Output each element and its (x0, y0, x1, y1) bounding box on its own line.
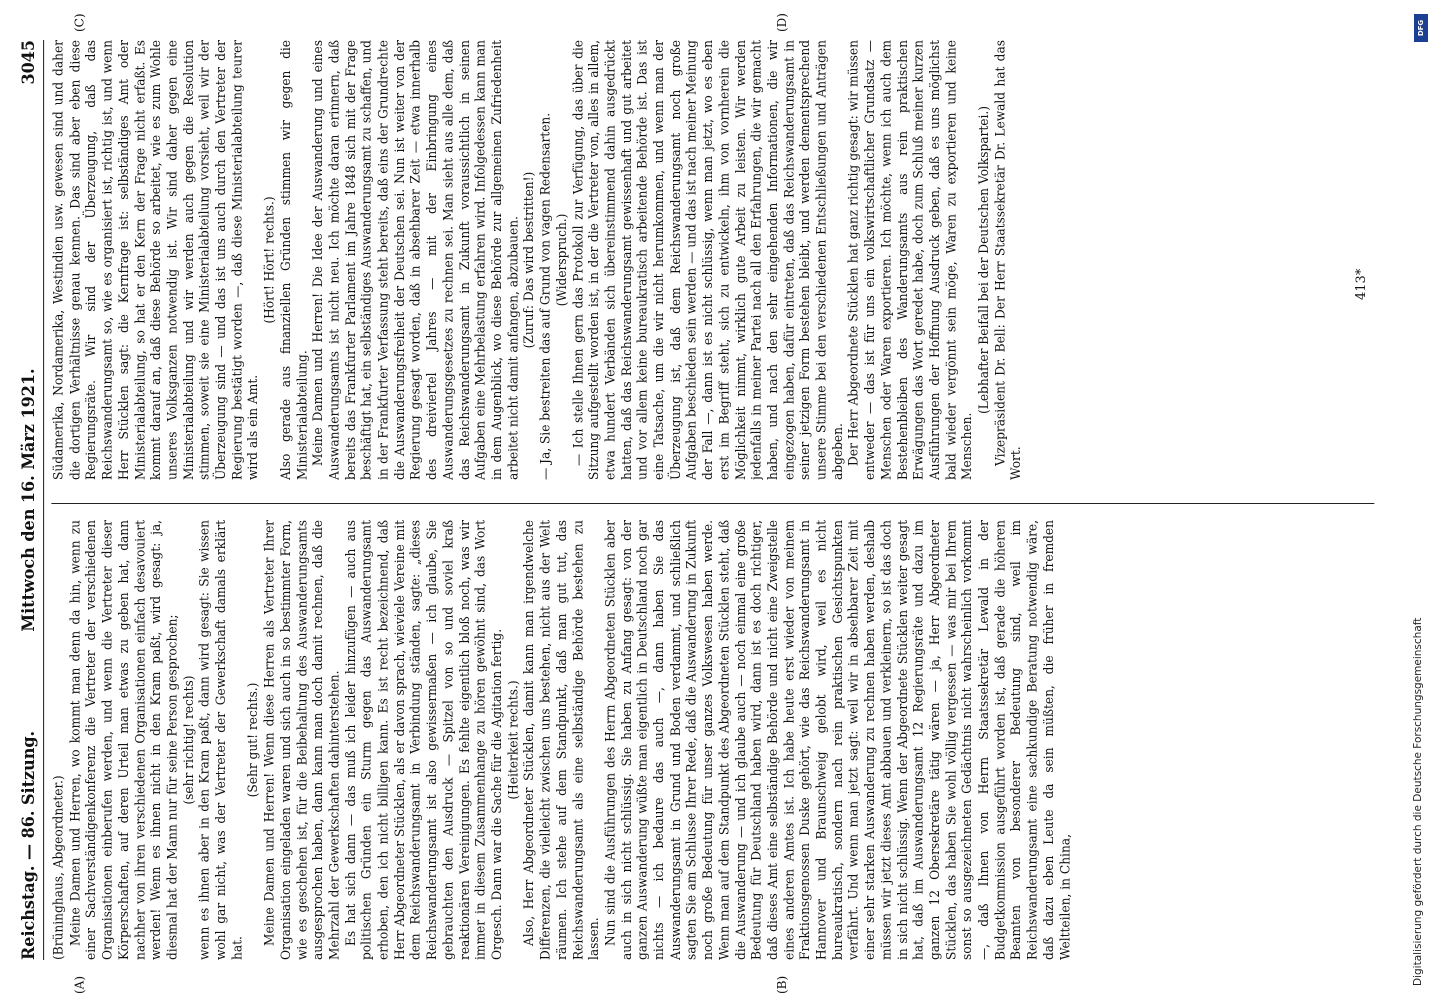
digitization-sidebar (1410, 6, 1430, 998)
paragraph: Also, Herr Abgeordneter Stücklen, damit kann man irgendwelche Differenzen, die vielleicht zwischen uns bestehen, nicht aus der Welt räumen. Ich stehe auf dem Standpunkt, daß man gut tut, das Reichswanderungsamt als eine selbständige Behörde bestehen zu lassen. (522, 520, 602, 960)
paragraph: (Hört! Hört! rechts.) (262, 196, 277, 324)
margin-marker-b: (B) (774, 975, 790, 994)
right-text-column (51, 40, 1384, 480)
paragraph: Vizepräsident Dr. Bell: Der Herr Staatssekretär Dr. Lewald hat das Wort. (992, 40, 1024, 480)
paragraph: Der Herr Abgeordnete Stücklen hat ganz richtig gesagt: wir müssen entweder — das ist für uns ein volkswirtschaftlicher Grundsatz — Menschen oder Waren exportieren. Ich möchte, wenn ich auch dem Bestehenbleiben des Wanderungsamts aus rein praktischen Erwägungen das Wort geredet habe, doch zum Schluß meiner kurzen Ausführungen der Hoffnung Ausdruck geben, daß es uns möglichst bald wieder vergönnt sein möge, Waren zu exportieren und keine Menschen. (846, 40, 975, 480)
header-page-number: 3045 (18, 40, 38, 85)
page-footer-signature: 413* (1353, 268, 1370, 300)
paragraph: (sehr richtig! rechts) (181, 675, 196, 805)
paragraph: (Heiterkeit rechts.) (505, 680, 521, 800)
header-date: Mittwoch den 16. März 1921. (18, 368, 38, 632)
paragraph: Es hat sich dann — das muß ich leider hinzufügen — auch aus politischen Gründen ein Sturm gegen das Auswanderungsamt erhoben, den ich nicht billigen kann. Es ist recht bezeichnend, daß Herr Abgeordneter Stücklen, als er davon sprach, wieviele Vereine mit dem Reichswanderungsamt in Verbindung ständen, sagte: „dieses Reichswanderungsamt ist also gewissermaßen — ich glaube, Sie gebrauchten den Ausdruck — Spitzel von so und soviel kraß reaktionären Vereinigungen. Es fehlte eigentlich bloß noch, was wir immer in diesem Zusammenhange zu hören gewöhnt sind, das Wort Orgesch. Dann war die Sache für die Agitation fertig. (343, 520, 505, 960)
header-session: Reichstag. — 86. Sitzung. (18, 730, 38, 960)
dfg-logo-label: DFG (1417, 19, 1425, 37)
column-divider (51, 503, 1374, 504)
paragraph: (Widerspruch.) (554, 213, 569, 307)
paragraph: Meine Damen und Herren! Die Idee der Auswanderung und eines Auswanderungsamts ist nicht neu. Ich möchte daran erinnern, daß bereits das Frankfurter Parlament im Jahre 1848 sich mit der Frage beschäftigt hat, ein selbständiges Auswanderungsamt zu schaffen, und in der Frankfurter Verfassung steht bereits, daß eins der Grundrechte die Auswanderungsfreiheit der Deutschen sei. Nun ist weiter von der Regierung gesagt worden, daß in absehbarer Zeit — etwa innerhalb des dreiviertel Jahres — mit der Einbringung eines Auswanderungsgesetzes zu rechnen sei. Man sieht aus alle dem, daß das Reichswanderungsamt in Zukunft voraussichtlich in seinen Aufgaben eine Mehrbelastung erfahren wird. Infolgedessen kann man in dem Augenblick, wo diese Behörde zur allgemeinen Zufriedenheit arbeitet nicht damit anfangen, abzubauen. (311, 40, 521, 480)
rotated-scan-page (10, 0, 1395, 1000)
paragraph: (Lebhafter Beifall bei der Deutschen Volkspartei.) (976, 106, 991, 414)
paragraph: Nun sind die Ausführungen des Herrn Abgeordneten Stücklen aber auch in sich nicht schlüssig. Sie haben zu Anfang gesagt: von der ganzen Auswanderung wüßte man eigentlich in Deutschland noch gar nichts — ich bedaure das auch —, dann haben Sie das Auswanderungsamt in Grund und Boden verdammt, und schließlich sagten Sie am Schlusse Ihrer Rede, daß die Auswanderung in Zukunft noch große Bedeutung für unser ganzes Volkswesen haben werde. Wenn man auf dem Standpunkt des Abgeordneten Stücklen steht, daß die Auswanderung — und ich glaube auch — noch einmal eine große Bedeutung für Deutschland haben wird, dann ist es doch richtiger, daß dieses Amt eine selbständige Behörde und nicht eine Zweigstelle eines anderen Amtes ist. Ich habe heute erst wieder von meinem Fraktionsgenossen Duske gehört, wie das Reichswanderungsamt in Hannover und Braunschweig gelobt wird, weil es nicht bureaukratisch, sondern nach rein praktischen Gesichtspunkten verfährt. Und wenn man jetzt sagt: weil wir in absehbarer Zeit mit einer sehr starken Auswanderung zu rechnen haben werden, deshalb müssen wir jetzt dieses Amt abbauen und verkleinern, so ist das doch in sich nicht schlüssig. Wenn der Abgeordnete Stücklen weiter gesagt hat, daß im Auswanderungsamt 12 Regierungsräte und dazu im ganzen 12 Obersekretäre tätig wären — ja, Herr Abgeordneter Stücklen, das haben Sie wohl völlig vergessen — was mir bei Ihrem sonst so ausgezeichneten Gedächtnis nicht wahrscheinlich vorkommt —, daß Ihnen von Herrn Staatssekretär Lewald in der Budgetkommission ausgeführt worden ist, daß gerade die höheren Beamten von besonderer Bedeutung sind, weil im Reichswanderungsamt eine sachkundige Beratung notwendig wäre, daß dazu eben Leute da sein müßten, die früher in fremden Weltteilen, in China, (603, 520, 1073, 960)
paragraph: Meine Damen und Herren! Wenn diese Herren als Vertreter Ihrer Organisation eingeladen waren und sich auch in so bestimmter Form, wie es geschehen ist, für die Beibehaltung des Auswanderungsamts ausgesprochen haben, dann kann man doch damit rechnen, daß die Mehrzahl der Gewerkschaften dahinterstehen. (262, 520, 342, 960)
margin-marker-a: (A) (72, 975, 87, 994)
margin-marker-d: (D) (774, 13, 790, 32)
document-page (10, 0, 1395, 1000)
paragraph: — Ja, Sie bestreiten das auf Grund von vagen Redensarten. (538, 112, 553, 480)
paragraph: — Ich stelle Ihnen gern das Protokoll zur Verfügung, das über die Sitzung aufgestellt worden ist, in der die Vertreter von, alles in allem, etwa hundert Verbänden sich übereinstimmend dahin ausgedrückt hatten, daß das Reichswanderungsamt gewissenhaft und gut arbeitet und vor allem keine bureaukratisch arbeitende Behörde ist. Das ist eine Tatsache, um die wir nicht herumkommen, und wenn man der Überzeugung ist, daß dem Reichswanderungsamt noch große Aufgaben beschieden sein werden — und das ist nach meiner Meinung der Fall —, dann ist es nicht schlüssig, wenn man jetzt, wo es eben erst im Begriff steht, sich zu entwickeln, ihm von vornherein die Möglichkeit nimmt, wirklich gute Arbeit zu leisten. Wir werden jedenfalls in meiner Partei nach all den Erfahrungen, die wir gemacht haben, und nach den sehr eingehenden Informationen, die wir eingezogen haben, dafür eintreten, daß das Reichswanderungsamt in seiner jetzigen Form bestehen bleibt, und werden dementsprechend unsere Stimme bei den verschiedenen Entschließungen und Anträgen abgeben. (570, 40, 845, 480)
paragraph: (Zuruf: Das wird bestritten!) (522, 171, 537, 349)
dfg-logo-icon (1414, 14, 1428, 42)
paragraph: wenn es ihnen aber in den Kram paßt, dann wird gesagt: Sie wissen wohl gar nicht, was der Vertreter der Gewerkschaft damals erklärt hat. (197, 520, 245, 960)
paragraph: (Sehr gut! rechts.) (246, 682, 261, 798)
left-text-column (51, 520, 1384, 960)
margin-marker-c: (C) (72, 13, 87, 32)
paragraph: Südamerika, Nordamerika, Westindien usw. gewesen sind und daher die dortigen Verhältnisse genau kennen. Das sind aber eben diese Regierungsräte. Wir sind der Überzeugung, daß das Reichswanderungsamt so, wie es organisiert ist, richtig ist, und wenn Herr Stücklen sagt: die Kernfrage ist: selbständiges Amt oder Ministerialabteilung, so hat er den Kern der Frage nicht erfaßt. Es kommt darauf an, daß diese Behörde so arbeitet, wie es zum Wohle unseres Volksganzen notwendig ist. Wir sind daher gegen eine Ministerialabteilung und wir werden auch gegen die Resolution stimmen, soweit sie eine Ministerialabteilung vorsieht, weil wir der Überzeugung sind — und das ist uns auch durch den Vertreter der Regierung bestätigt worden —, daß diese Ministerialabteilung teurer wird als ein Amt. (51, 40, 261, 480)
page-header (18, 40, 44, 960)
paragraph: (Brüninghaus, Abgeordneter.) (51, 775, 66, 960)
paragraph: Also gerade aus finanziellen Gründen stimmen wir gegen die Ministerialabteilung. (278, 40, 310, 480)
paragraph: Meine Damen und Herren, wo kommt man denn da hin, wenn zu einer Sachverständigenkonferenz die Vertreter der verschiedenen Organisationen einberufen werden, und wenn die Vertreter dieser Körperschaften, auf deren Urteil man etwas zu geben hat, dann nachher von ihren verschiedenen Organisationen einfach desavouiert werden! Wenn es ihnen nicht in den Kram paßt, wird gesagt: ja, diesmal hat der Mann nur für seine Person gesprochen; (67, 520, 180, 960)
digitization-note: Digitalisierung gefördert durch die Deutsche Forschungsgemeinschaft (1412, 617, 1424, 986)
